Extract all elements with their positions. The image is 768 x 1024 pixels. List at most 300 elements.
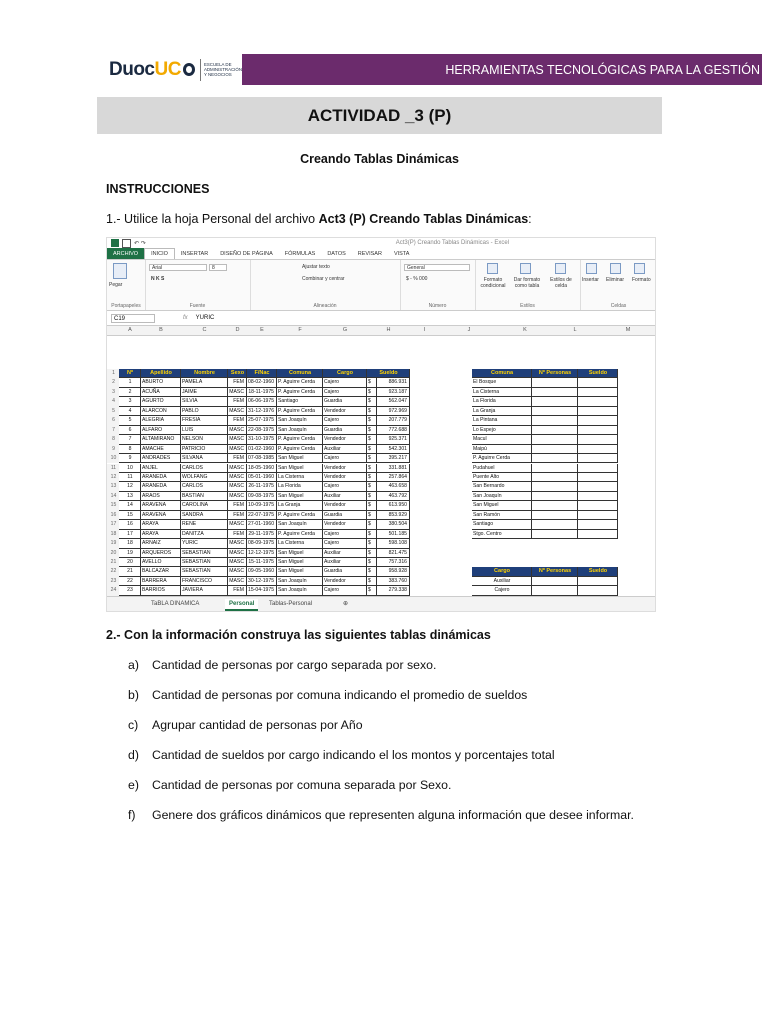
table-cell: La Cisterna [472,388,532,397]
table-cell: Auxiliar [323,558,367,567]
table-cell: San Miguel [472,501,532,510]
table-row [107,577,656,586]
duocuc-logo [97,54,242,85]
table-cell: San Joaquín [277,586,323,595]
wrap-text-label: Ajustar texto [302,264,330,270]
sheet-tab-tabla-dinamica: TaBLA DINAMICA [151,601,200,607]
table-cell: 10-09-1975 [247,501,277,510]
table-cell: Auxiliar [323,549,367,558]
table-cell: 463.792 [377,492,410,501]
table-cell: RENE [181,520,228,529]
table-cell: ALARCON [141,407,181,416]
table-cell: SILVIA [181,397,228,406]
table-cell: Sueldo [367,369,410,378]
table-cell: San Miguel [277,454,323,463]
table-cell: FEM [228,397,247,406]
table-cell: Auxiliar [472,577,532,586]
table-cell: Nº [119,369,141,378]
excel-screenshot [106,237,656,612]
table-cell: SEBASTIAN [181,558,228,567]
table-cell: $ [367,511,377,520]
table-cell: $ [367,482,377,491]
table-cell: Auxiliar [323,445,367,454]
table-cell [532,445,578,454]
table-cell: ARAYA [141,530,181,539]
page-subtitle: Creando Tablas Dinámicas [300,152,459,166]
table-cell: 27-01-1960 [247,520,277,529]
table-cell: CAROLINA [181,501,228,510]
table-cell: San Miguel [277,558,323,567]
table-cell: 757.316 [377,558,410,567]
table-row [107,435,656,444]
table-cell: 2 [119,388,141,397]
table-cell: CARLOS [181,464,228,473]
format-table-icon [520,263,531,274]
table-cell: JAVIERA [181,586,228,595]
insert-label: Insertar [582,277,599,283]
task-text: Cantidad de sueldos por cargo indicando el los montos y porcentajes total [152,748,555,762]
logo-gear-icon [183,63,195,76]
row-number: 8 [107,435,119,444]
table-cell: FEM [228,454,247,463]
table-cell: 6 [119,426,141,435]
table-cell: MASC [228,473,247,482]
table-cell: Cajero [323,586,367,595]
table-cell: FEM [228,378,247,387]
table-cell: ARNAIZ [141,539,181,548]
table-cell: Lo Espejo [472,426,532,435]
table-cell: MASC [228,549,247,558]
table-cell: SILVANA [181,454,228,463]
table-cell: Sexo [228,369,247,378]
table-cell: 17 [119,530,141,539]
ribbon-group-alignment [250,260,401,310]
table-cell: 05-01-1960 [247,473,277,482]
task-text: Cantidad de personas por cargo separada por sexo. [152,658,437,672]
table-cell: Santiago [277,397,323,406]
row-number: 20 [107,549,119,558]
step-2-text: 2.- Con la información construya las siguientes tablas dinámicas [106,628,491,642]
row-number: 24 [107,586,119,595]
table-cell [532,482,578,491]
table-cell [532,454,578,463]
table-cell: 279.338 [377,586,410,595]
table-cell: 923.187 [377,388,410,397]
table-cell: P. Aguirre Cerda [277,511,323,520]
table-cell: 23 [119,586,141,595]
table-cell: Vendedor [323,407,367,416]
excel-window-title: Act3(P) Creando Tablas Dinámicas - Excel [395,240,510,246]
table-cell: Guardia [323,511,367,520]
task-item [128,688,527,704]
table-cell: 501.185 [377,530,410,539]
alignment-group-label: Alineación [313,303,337,309]
table-cell: 08-09-1975 [247,539,277,548]
table-cell: MASC [228,482,247,491]
table-cell: 09-08-1975 [247,492,277,501]
table-cell: 925.371 [377,435,410,444]
table-cell: $ [367,454,377,463]
add-sheet-icon: ⊕ [343,601,349,607]
table-cell: JAIME [181,388,228,397]
table-cell [578,378,618,387]
column-header: I [423,327,426,333]
table-cell: AMACHE [141,445,181,454]
table-cell: ARAVENA [141,511,181,520]
styles-group-label: Estilos [520,303,535,309]
format-label: Formato [632,277,651,283]
font-size-select: 8 [209,264,227,271]
table-row [107,473,656,482]
table-cell: 772.688 [377,426,410,435]
table-cell: La Cisterna [277,473,323,482]
table-cell: San Joaquín [277,416,323,425]
table-cell: BARRIOS [141,586,181,595]
table-cell [578,454,618,463]
currency-percent-icons: $ - % 000 [406,276,428,282]
table-cell: ABURTO [141,378,181,387]
table-row [107,397,656,406]
formula-value: YURIC [195,315,215,321]
table-cell [578,397,618,406]
table-cell: Cajero [323,416,367,425]
table-cell: ARQUEROS [141,549,181,558]
task-item [128,748,555,764]
table-cell: ALFARO [141,426,181,435]
table-cell: $ [367,530,377,539]
delete-cells-icon [610,263,621,274]
table-cell: Stgo. Centro [472,530,532,539]
table-cell: MASC [228,407,247,416]
header-banner: HERRAMIENTAS TECNOLÓGICAS PARA LA GESTIÓN [242,54,762,85]
table-cell: ARAVENA [141,501,181,510]
task-letter: f) [128,808,136,822]
row-number: 4 [107,397,119,406]
table-cell: 07-08-1985 [247,454,277,463]
table-cell: 821.475 [377,549,410,558]
column-header: G [342,327,348,333]
conditional-format-label: Formato condicional [480,277,506,289]
table-cell: 14 [119,501,141,510]
table-cell: BARRERA [141,577,181,586]
table-cell [532,397,578,406]
table-cell: 22-08-1975 [247,426,277,435]
column-header: M [625,327,631,333]
table-cell: 21 [119,567,141,576]
table-cell: 11 [119,473,141,482]
table-cell: Maipú [472,445,532,454]
table-row [107,426,656,435]
instructions-heading: INSTRUCCIONES [106,182,210,196]
tab-inicio: INICIO [144,248,175,259]
table-cell: ARAOS [141,492,181,501]
table-cell: $ [367,586,377,595]
table-row [107,378,656,387]
table-cell: 08-02-1960 [247,378,277,387]
table-cell: 9 [119,454,141,463]
table-cell: $ [367,473,377,482]
number-format-select: General [404,264,470,271]
table-cell: La Granja [472,407,532,416]
table-cell: AGURTO [141,397,181,406]
table-cell: FEM [228,586,247,595]
table-cell: 12-12-1975 [247,549,277,558]
ribbon-group-font [145,260,251,310]
table-cell [532,586,578,595]
table-cell: P. Aguirre Cerda [277,378,323,387]
table-cell: 30-12-1975 [247,577,277,586]
table-cell: LUIS [181,426,228,435]
table-cell: La Florida [277,482,323,491]
table-cell: 15-04-1975 [247,586,277,595]
table-cell: NELSON [181,435,228,444]
table-cell [532,426,578,435]
table-row [107,558,656,567]
table-row [107,492,656,501]
table-cell: ALTAMIRANO [141,435,181,444]
table-cell: MASC [228,539,247,548]
table-cell: $ [367,445,377,454]
table-cell: 5 [119,416,141,425]
excel-quick-access-bar [107,238,655,248]
column-header: H [386,327,391,333]
table-cell [578,416,618,425]
task-text: Cantidad de personas por comuna separada por Sexo. [152,778,452,792]
logo-text-uc: UC [154,58,181,80]
formula-bar [107,311,655,326]
insert-cells-icon [586,263,597,274]
table-cell: Santiago [472,520,532,529]
row-number: 9 [107,445,119,454]
delete-label: Eliminar [606,277,625,283]
table-cell: Cajero [323,530,367,539]
table-cell [578,520,618,529]
table-cell: 1 [119,378,141,387]
row-number: 23 [107,577,119,586]
table-cell: Puente Alto [472,473,532,482]
row-number: 22 [107,567,119,576]
table-cell: 26-11-1975 [247,482,277,491]
table-cell [578,501,618,510]
table-cell [532,407,578,416]
sheet-tab-personal: Personal [225,599,258,611]
table-cell: $ [367,426,377,435]
excel-ribbon-tabs [107,248,655,260]
table-cell: FRANCISCO [181,577,228,586]
row-number: 3 [107,388,119,397]
tab-datos: DATOS [327,250,346,257]
bold-italic-underline-icons: N K S [151,276,165,282]
table-cell: 598.108 [377,539,410,548]
table-cell: $ [367,407,377,416]
table-cell: 22 [119,577,141,586]
name-box: C19 [111,314,155,323]
table-cell: BASTIAN [181,492,228,501]
sheet-tabs-bar [107,596,656,611]
cell-styles-icon [555,263,566,274]
table-cell: $ [367,388,377,397]
table-cell [532,464,578,473]
table-cell: 207.779 [377,416,410,425]
table-cell: Comuna [277,369,323,378]
table-cell: 10 [119,464,141,473]
table-cell: ALEGRIA [141,416,181,425]
table-cell: $ [367,378,377,387]
table-cell: WOLFANG [181,473,228,482]
table-cell: San Miguel [277,464,323,473]
table-cell: MASC [228,388,247,397]
table-cell: 331.881 [377,464,410,473]
table-row [107,586,656,595]
paste-icon [113,263,127,279]
table-cell: La Florida [472,397,532,406]
cells-group-label: Celdas [610,303,627,309]
task-item [128,808,634,824]
table-cell: Macul [472,435,532,444]
table-cell: Guardia [323,426,367,435]
task-text: Agrupar cantidad de personas por Año [152,718,363,732]
paste-label: Pegar [109,282,123,288]
excel-app-icon [111,239,119,247]
table-cell: Vendedor [323,501,367,510]
row-number: 18 [107,530,119,539]
column-headers [107,326,655,336]
table-cell: AVELLO [141,558,181,567]
table-cell: Pudahuel [472,464,532,473]
column-header: L [573,327,577,333]
table-cell: San Miguel [277,567,323,576]
table-cell: $ [367,577,377,586]
tab-vista: VISTA [393,250,410,257]
ribbon-group-clipboard [107,260,146,310]
table-cell [532,511,578,520]
table-cell: ANDRADES [141,454,181,463]
table-row [107,549,656,558]
table-cell: 15-11-1975 [247,558,277,567]
table-cell: Nº Personas [532,369,578,378]
table-cell: El Bosque [472,378,532,387]
table-cell: FEM [228,416,247,425]
column-header: D [235,327,240,333]
tab-archivo: ARCHIVO [107,248,144,259]
column-header: E [260,327,264,333]
table-cell: Nombre [181,369,228,378]
table-cell: PATRICIO [181,445,228,454]
table-cell: ANJEL [141,464,181,473]
font-group-label: Fuente [189,303,206,309]
table-cell: 18 [119,539,141,548]
table-row [107,369,656,378]
table-cell: $ [367,520,377,529]
table-cell: San Miguel [277,492,323,501]
merge-center-label: Combinar y centrar [302,276,345,282]
row-number: 21 [107,558,119,567]
table-cell: Vendedor [323,577,367,586]
table-cell: 542.301 [377,445,410,454]
table-cell: 383.760 [377,577,410,586]
sheet-tab-tablas-personal: Tablas-Personal [269,601,313,607]
table-cell: MASC [228,577,247,586]
table-cell: FEM [228,530,247,539]
table-cell [578,445,618,454]
row-number: 6 [107,416,119,425]
column-header: F [298,327,302,333]
table-row [107,539,656,548]
task-item [128,658,436,674]
table-cell: YURIC [181,539,228,548]
table-cell: MASC [228,558,247,567]
table-cell: Cajero [323,539,367,548]
table-cell: 06-06-1975 [247,397,277,406]
task-letter: d) [128,748,139,762]
table-cell [578,473,618,482]
task-letter: c) [128,718,139,732]
table-cell: 25-07-1975 [247,416,277,425]
table-cell: SEBASTIAN [181,567,228,576]
table-cell [578,492,618,501]
table-row [107,530,656,539]
format-table-label: Dar formato como tabla [513,277,541,289]
ribbon-group-styles [475,260,581,310]
table-cell: MASC [228,435,247,444]
table-cell: 257.864 [377,473,410,482]
table-row [107,416,656,425]
number-group-label: Número [428,303,447,309]
task-item [128,778,451,794]
table-cell: $ [367,435,377,444]
table-cell [578,407,618,416]
table-cell: 972.969 [377,407,410,416]
table-cell: Nº Personas [532,567,578,576]
table-cell: 16 [119,520,141,529]
table-cell: 18-05-1960 [247,464,277,473]
tab-insertar: INSERTAR [180,250,209,257]
table-cell: Apellido [141,369,181,378]
row-number: 10 [107,454,119,463]
table-row [107,464,656,473]
table-row [107,511,656,520]
table-cell: MASC [228,445,247,454]
step-1-text: 1.- Utilice la hoja Personal del archivo Act3 (P) Creando Tablas Dinámicas: [106,212,532,226]
table-row [107,501,656,510]
tab-diseno-pagina: DISEÑO DE PÁGINA [220,250,273,257]
row-number: 12 [107,473,119,482]
table-cell: Cajero [323,378,367,387]
row-number: 19 [107,539,119,548]
table-cell: $ [367,492,377,501]
table-cell: Auxiliar [323,492,367,501]
table-cell: 4 [119,407,141,416]
table-cell [532,520,578,529]
table-cell: DANITZA [181,530,228,539]
table-cell: Cajero [472,586,532,595]
table-cell [532,577,578,586]
table-row [107,520,656,529]
table-cell: P. Aguirre Cerda [277,445,323,454]
table-cell: La Cisterna [277,539,323,548]
ribbon-group-number [400,260,476,310]
table-cell: P. Aguirre Cerda [277,388,323,397]
table-cell: PABLO [181,407,228,416]
table-cell: 613.950 [377,501,410,510]
row-number: 5 [107,407,119,416]
table-cell: FRESIA [181,416,228,425]
table-cell: F/Nac [247,369,277,378]
table-cell: 22-07-1975 [247,511,277,520]
table-cell [532,530,578,539]
table-cell: FEM [228,511,247,520]
column-header: K [523,327,527,333]
